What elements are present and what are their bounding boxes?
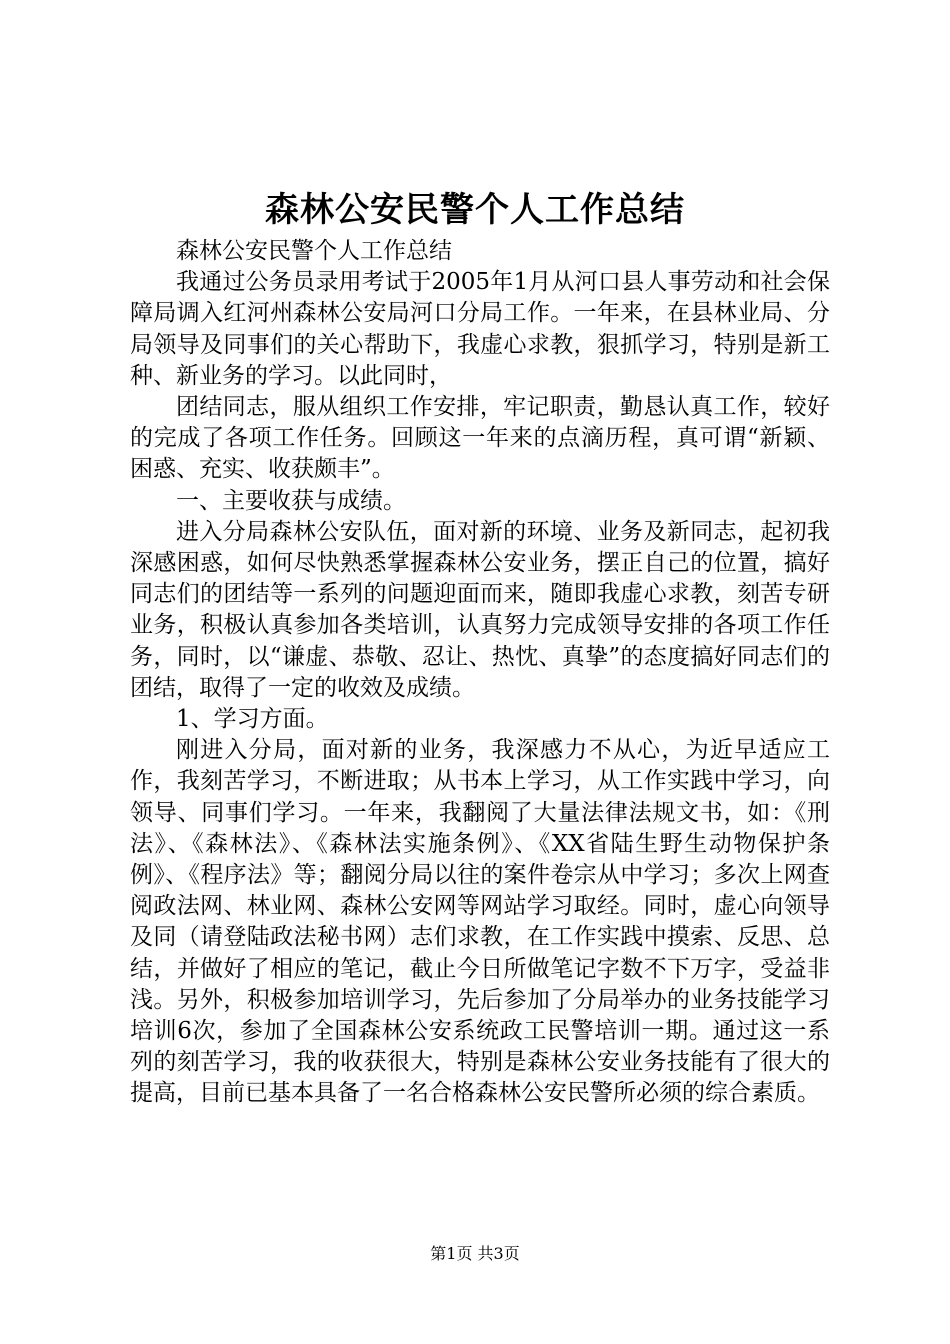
page-footer: 第1页 共3页 xyxy=(430,1244,520,1263)
paragraph: 进入分局森林公安队伍，面对新的环境、业务及新同志，起初我深感困惑，如何尽快熟悉掌握森林公安业务，摆正自己的位置，搞好同志们的团结等一系列的问题迎面而来，随即我虚心求教，刻苦专研业务，积极认真参加各类培训，认真努力完成领导安排的各项工作任务，同时，以“谦虚、恭敬、忍让、热忱、真挚”的态度搞好同志们的团结，取得了一定的收效及成绩。 xyxy=(130,518,830,701)
paragraph: 我通过公务员录用考试于2005年1月从河口县人事劳动和社会保障局调入红河州森林公安局河口分局工作。一年来，在县林业局、分局领导及同事们的关心帮助下，我虚心求教，狠抓学习，特别是新工种、新业务的学习。以此同时， xyxy=(130,269,830,389)
paragraph: 刚进入分局，面对新的业务，我深感力不从心，为近早适应工作，我刻苦学习，不断进取；从书本上学习，从工作实践中学习，向领导、同事们学习。一年来，我翻阅了大量法律法规文书，如：《刑法》、《森林法》、《森林法实施条例》、《XX省陆生野生动物保护条例》、《程序法》等；翻阅分局以往的案件卷宗从中学习；多次上网查阅政法网、林业网、森林公安网等网站学习取经。同时，虚心向领导及同（请登陆政法秘书网）志们求教，在工作实践中摸索、反思、总结，并做好了相应的笔记，截止今日所做笔记字数不下万字，受益非浅。另外，积极参加培训学习，先后参加了分局举办的业务技能学习培训6次，参加了全国森林公安系统政工民警培训一期。通过这一系列的刻苦学习，我的收获很大，特别是森林公安业务技能有了很大的提高，目前已基本具备了一名合格森林公安民警所必须的综合素质。 xyxy=(130,737,830,1107)
document-title: 森林公安民警个人工作总结 xyxy=(265,190,685,230)
subsection-heading: 1、学习方面。 xyxy=(176,706,329,733)
paragraph-subtitle: 森林公安民警个人工作总结 xyxy=(176,238,452,264)
paragraph: 团结同志，服从组织工作安排，牢记职责，勤恳认真工作，较好的完成了各项工作任务。回顾这一年来的点滴历程，真可谓“新颖、困惑、充实、收获颇丰”。 xyxy=(130,394,830,483)
document-body xyxy=(130,236,830,1110)
section-heading: 一、主要收获与成绩。 xyxy=(176,487,406,514)
